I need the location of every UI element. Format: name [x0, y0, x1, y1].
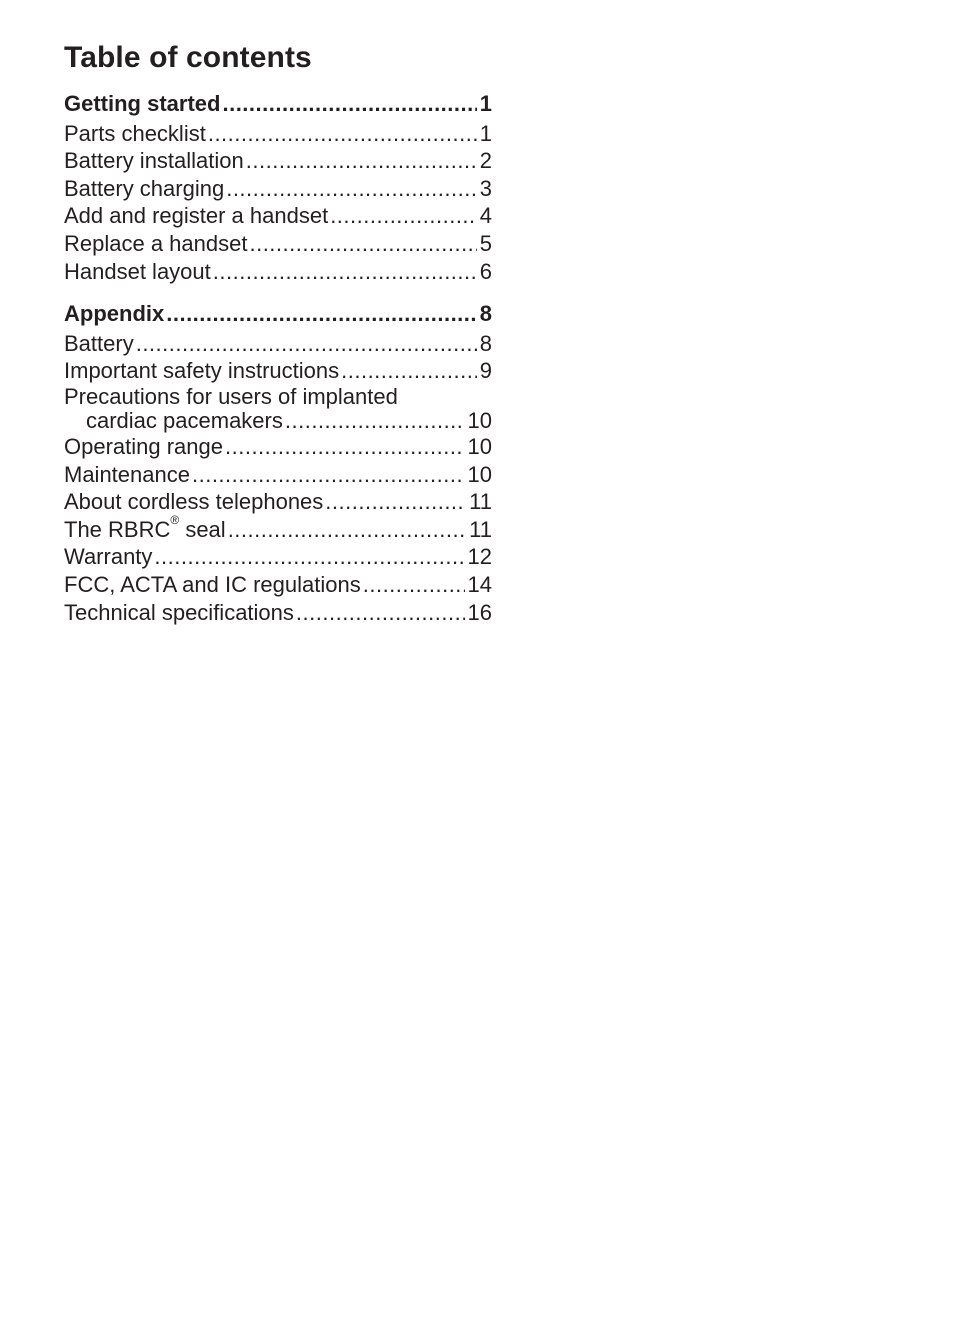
toc-item-operating-range[interactable] — [64, 433, 492, 461]
toc-page-number: 12 — [467, 544, 492, 570]
toc-item-add-register-handset[interactable] — [64, 202, 492, 230]
dot-leader — [213, 258, 477, 286]
toc-page-number: 8 — [479, 301, 492, 327]
dot-leader — [249, 230, 476, 258]
dot-leader — [285, 409, 465, 433]
toc-item-label: Battery — [64, 330, 134, 356]
toc-item-important-safety[interactable] — [64, 357, 492, 385]
toc-item-battery[interactable] — [64, 330, 492, 358]
toc-item-cordless-telephones[interactable] — [64, 488, 492, 516]
toc-page-number: 10 — [467, 461, 492, 487]
toc-item-label: Operating range — [64, 433, 223, 459]
toc-page-number: 11 — [469, 489, 492, 515]
toc-item-handset-layout[interactable] — [64, 258, 492, 286]
toc-page-number: 2 — [479, 148, 492, 174]
dot-leader — [192, 461, 465, 489]
toc-item-label: About cordless telephones — [64, 489, 324, 515]
toc-heading-getting-started[interactable] — [64, 90, 492, 118]
dot-leader — [330, 202, 477, 230]
toc-page-number: 4 — [479, 203, 492, 229]
dot-leader — [136, 330, 477, 358]
toc-page-number: 5 — [479, 230, 492, 256]
toc-page-number: 3 — [479, 175, 492, 201]
rbrc-label-post: seal — [179, 516, 226, 542]
toc-item-parts-checklist[interactable] — [64, 120, 492, 148]
dot-leader — [226, 175, 477, 203]
dot-leader — [208, 120, 477, 148]
toc-item-label: Replace a handset — [64, 230, 248, 256]
dot-leader — [325, 488, 466, 516]
dot-leader — [154, 543, 464, 571]
toc-item-label: Important safety instructions — [64, 358, 340, 384]
toc-page — [64, 40, 492, 626]
page-title: Table of contents — [64, 41, 312, 74]
toc-heading-appendix[interactable] — [64, 300, 492, 328]
dot-leader — [363, 571, 465, 599]
toc-page-number: 10 — [467, 433, 492, 459]
dot-leader — [228, 516, 466, 544]
toc-item-label — [64, 512, 228, 544]
toc-item-label: Add and register a handset — [64, 203, 329, 229]
toc-heading-label: Appendix — [64, 301, 165, 327]
toc-item-label: Technical specifications — [64, 599, 294, 625]
toc-page-number: 14 — [467, 571, 492, 597]
dot-leader — [222, 90, 476, 118]
toc-section-appendix — [64, 300, 492, 626]
toc-page-number: 16 — [467, 599, 492, 625]
toc-item-battery-installation[interactable] — [64, 147, 492, 175]
toc-section-getting-started — [64, 90, 492, 285]
toc-item-warranty[interactable] — [64, 543, 492, 571]
toc-item-label: Battery charging — [64, 175, 225, 201]
toc-heading-label: Getting started — [64, 91, 221, 116]
toc-page-number: 11 — [469, 516, 492, 542]
dot-leader — [246, 147, 477, 175]
registered-mark: ® — [170, 512, 180, 527]
dot-leader — [225, 433, 465, 461]
toc-item-label-line2: cardiac pacemakers — [86, 407, 283, 433]
toc-page-number: 9 — [479, 358, 492, 384]
toc-item-fcc-acta-ic[interactable] — [64, 571, 492, 599]
rbrc-label-pre: The RBRC — [64, 516, 171, 542]
toc-item-label: Parts checklist — [64, 120, 206, 146]
toc-item-rbrc-seal[interactable] — [64, 512, 492, 544]
toc-item-label: Battery installation — [64, 148, 244, 174]
toc-item-label: Maintenance — [64, 461, 190, 487]
toc-page-number: 8 — [479, 330, 492, 356]
toc-item-replace-handset[interactable] — [64, 230, 492, 258]
toc-item-technical-specs[interactable] — [64, 599, 492, 627]
dot-leader — [341, 357, 477, 385]
toc-item-label: Handset layout — [64, 258, 211, 284]
toc-page-number: 6 — [479, 258, 492, 284]
toc-page-number: 1 — [479, 120, 492, 146]
toc-page-number: 10 — [467, 407, 492, 433]
toc-item-maintenance[interactable] — [64, 461, 492, 489]
dot-leader — [166, 300, 477, 328]
toc-item-label: FCC, ACTA and IC regulations — [64, 571, 361, 597]
toc-item-line2 — [64, 409, 492, 433]
dot-leader — [296, 599, 465, 627]
toc-item-pacemaker-precautions[interactable] — [64, 385, 492, 433]
toc-item-label-line1: Precautions for users of implanted — [64, 383, 398, 409]
toc-item-label: Warranty — [64, 544, 153, 570]
toc-item-battery-charging[interactable] — [64, 175, 492, 203]
toc-page-number: 1 — [479, 91, 492, 116]
